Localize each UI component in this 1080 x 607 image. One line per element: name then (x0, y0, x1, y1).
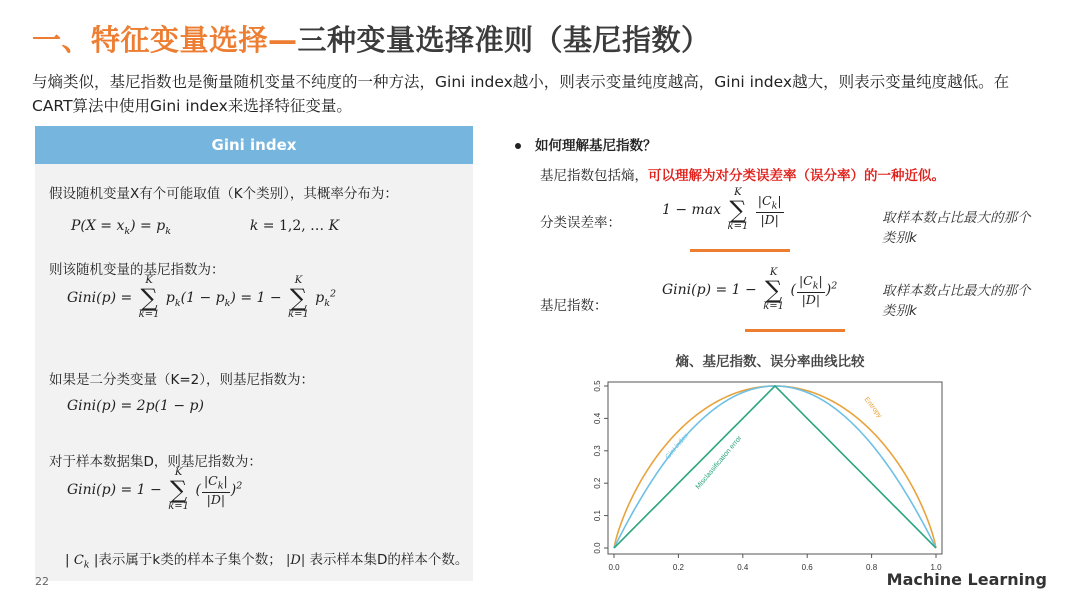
label-misclassification: 分类误差率： (540, 215, 621, 231)
panel-text-legend: | $C_k$ |表示属于k类的样本子集个数； |D| 表示样本集D的样本个数。 (65, 552, 469, 571)
bullet-dot (515, 143, 521, 149)
panel-text-distribution: 假设随机变量X有个可能取值（K个类别），其概率分布为： (49, 186, 398, 202)
formula-misclassification: 1 − max K ∑ k=1 $\frac{|C_k|}{|D|}$ (662, 187, 782, 232)
gini-index-panel (35, 126, 473, 581)
y-tick-label: 0.1 (593, 510, 602, 522)
x-tick-label: 0.4 (737, 563, 749, 572)
note-misclassification: 取样本数占比最大的那个类别k (882, 210, 1031, 246)
desc-highlight: 可以理解为对分类误差率（误分率）的一种近似。 (648, 168, 945, 184)
x-tick-label: 0.2 (672, 563, 684, 572)
y-tick-label: 0.3 (593, 445, 602, 457)
series-label: Entropy (862, 396, 883, 420)
panel-header: Gini index (35, 126, 473, 164)
chart-title: 熵、基尼指数、误分率曲线比较 (675, 354, 865, 370)
formula-gini-general: Gini(p) = K ∑ k=1 $p_k(1 - p_k) = 1$ − K ∑ k=1 $p_k^2$ (67, 275, 337, 320)
note-gini: 取样本数占比最大的那个类别k (882, 283, 1031, 319)
panel-text-dataset: 对于样本数据集D，则基尼指数为： (49, 454, 262, 470)
chart-frame (608, 382, 942, 554)
title-main: 三种变量选择准则（基尼指数） (297, 23, 711, 57)
bullet-question (515, 134, 657, 154)
underline-gini (745, 329, 845, 332)
gini-description (540, 164, 945, 184)
formula-gini-approx: Gini(p) = 1 − K ∑ k=1 ( $\frac{|C_k|}{|D|}$ )$^2$ (662, 267, 838, 312)
desc-plain: 基尼指数包括熵， (540, 168, 648, 184)
underline-misclassification (690, 249, 790, 252)
y-tick-label: 0.0 (593, 542, 602, 554)
panel-text-binary: 如果是二分类变量（K=2），则基尼指数为： (49, 372, 315, 388)
impurity-curve-chart (588, 378, 968, 578)
y-tick-label: 0.4 (593, 412, 602, 424)
formula-gini-dataset: Gini(p) = 1 − K ∑ k=1 ( $\frac{|C_k|}{|D|}$ )$^2$ (67, 467, 243, 512)
formula-gini-binary: Gini(p) = 2p(1 − p) (67, 398, 204, 414)
y-tick-label: 0.2 (593, 477, 602, 489)
legend-end: 表示样本集D的样本个数。 (309, 552, 469, 568)
label-gini: 基尼指数： (540, 298, 608, 314)
title-prefix: 一、特征变量选择— (32, 23, 298, 57)
x-tick-label: 0.8 (866, 563, 878, 572)
series-label: Misclassification error (694, 434, 744, 491)
y-tick-label: 0.5 (593, 380, 602, 392)
intro-paragraph: 与熵类似，基尼指数也是衡量随机变量不纯度的一种方法，Gini index越小，则表示变量纯度越高，Gini index越大，则表示变量纯度越低。在CART算法中使用Gini index来选择特征变量。 (32, 73, 1010, 115)
footer-brand: Machine Learning (886, 570, 1047, 589)
x-tick-label: 1.0 (930, 563, 942, 572)
series-line-misclassification-error (614, 386, 936, 548)
page-number: 22 (35, 575, 49, 588)
x-tick-label: 0.0 (608, 563, 620, 572)
page-title (32, 18, 711, 59)
series-label: Gini index (664, 432, 690, 461)
legend-mid: |表示属于k类的样本子集个数； (93, 552, 282, 568)
panel-text-gini: 则该随机变量的基尼指数为： (49, 262, 225, 278)
series-line-entropy (614, 386, 936, 548)
formula-probability: $P(X = x_k) = p_k$ k = 1,2, … K (71, 218, 340, 237)
x-tick-label: 0.6 (801, 563, 813, 572)
bullet-label: 如何理解基尼指数？ (535, 138, 657, 154)
series-line-gini-index (614, 386, 936, 548)
